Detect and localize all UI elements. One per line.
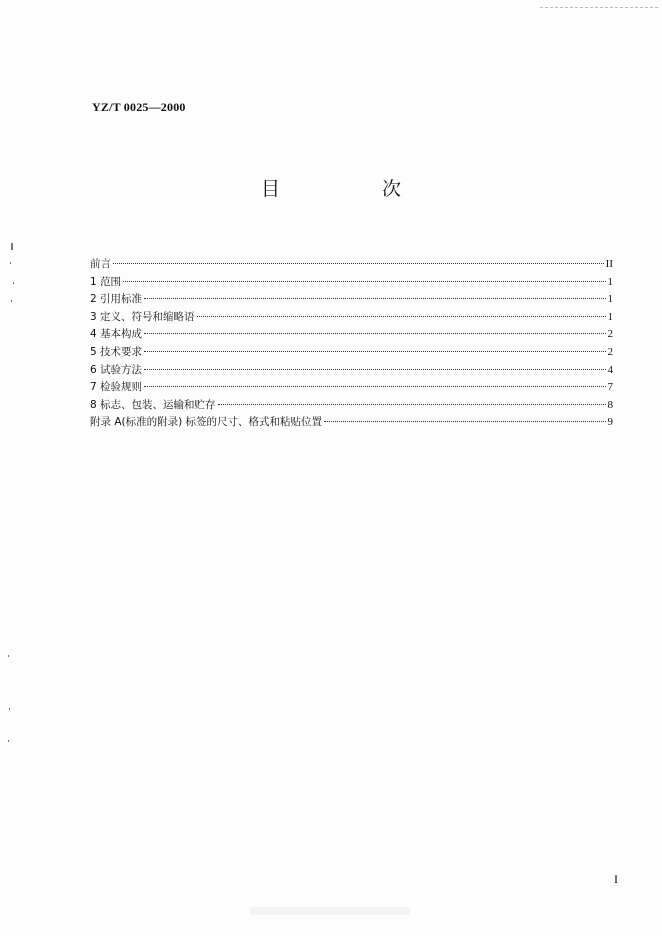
toc-leader-dots bbox=[144, 369, 605, 370]
toc-entry-page: 1 bbox=[607, 275, 613, 288]
toc-entry-label: 前言 bbox=[90, 258, 111, 270]
toc-entry-page: 2 bbox=[607, 345, 613, 358]
toc-entry-page: 9 bbox=[607, 416, 613, 429]
scan-speck bbox=[10, 262, 11, 264]
toc-entry-page: 4 bbox=[607, 363, 613, 376]
toc-entry-page: II bbox=[605, 258, 613, 270]
scan-speck bbox=[9, 708, 10, 710]
toc-entry-scope[interactable] bbox=[90, 274, 613, 292]
toc-entry-technical-requirements[interactable] bbox=[90, 344, 613, 362]
toc-leader-dots bbox=[144, 333, 605, 334]
standard-number: YZ/T 0025—2000 bbox=[92, 100, 186, 114]
scan-speck bbox=[11, 243, 13, 250]
toc-entry-page: 1 bbox=[607, 293, 613, 306]
toc-entry-normative-references[interactable] bbox=[90, 291, 613, 309]
toc-leader-dots bbox=[144, 351, 605, 352]
top-edge-rule bbox=[540, 7, 658, 8]
toc-entry-label: 4 基本构成 bbox=[90, 328, 143, 341]
toc-leader-dots bbox=[324, 421, 605, 422]
page-folio: I bbox=[614, 872, 618, 886]
toc-entry-basic-composition[interactable] bbox=[90, 326, 613, 344]
toc-entry-page: 1 bbox=[607, 310, 613, 323]
toc-entry-label: 3 定义、符号和缩略语 bbox=[90, 310, 195, 323]
toc-entry-foreword[interactable] bbox=[90, 256, 613, 274]
toc-leader-dots bbox=[144, 298, 605, 299]
scan-speck bbox=[11, 300, 12, 302]
toc-entry-appendix-a[interactable] bbox=[90, 414, 613, 432]
toc-entry-label: 6 试验方法 bbox=[90, 363, 143, 376]
toc-entry-page: 7 bbox=[607, 381, 613, 394]
toc-leader-dots bbox=[197, 316, 606, 317]
toc-entry-page: 8 bbox=[607, 398, 613, 411]
toc-entry-definitions[interactable] bbox=[90, 309, 613, 327]
scan-speck bbox=[13, 282, 14, 284]
toc-leader-dots bbox=[144, 386, 605, 387]
toc-entry-label: 1 范围 bbox=[90, 275, 122, 288]
toc-leader-dots bbox=[218, 404, 606, 405]
toc-entry-page: 2 bbox=[607, 328, 613, 341]
toc-entry-label: 8 标志、包装、运输和贮存 bbox=[90, 398, 216, 411]
toc-leader-dots bbox=[123, 281, 605, 282]
toc-entry-label: 7 检验规则 bbox=[90, 381, 143, 394]
table-of-contents bbox=[90, 256, 613, 432]
toc-title: 目 次 bbox=[260, 178, 450, 200]
toc-entry-inspection-rules[interactable] bbox=[90, 379, 613, 397]
toc-entry-label: 5 技术要求 bbox=[90, 345, 143, 358]
scan-speck bbox=[8, 655, 9, 657]
toc-entry-test-methods[interactable] bbox=[90, 362, 613, 380]
toc-entry-label: 附录 A(标准的附录) 标签的尺寸、格式和粘贴位置 bbox=[90, 416, 323, 429]
scan-speck bbox=[8, 740, 9, 742]
toc-leader-dots bbox=[113, 263, 604, 264]
faint-watermark bbox=[250, 907, 410, 915]
toc-entry-marking-packaging[interactable] bbox=[90, 397, 613, 415]
toc-entry-label: 2 引用标准 bbox=[90, 293, 143, 306]
